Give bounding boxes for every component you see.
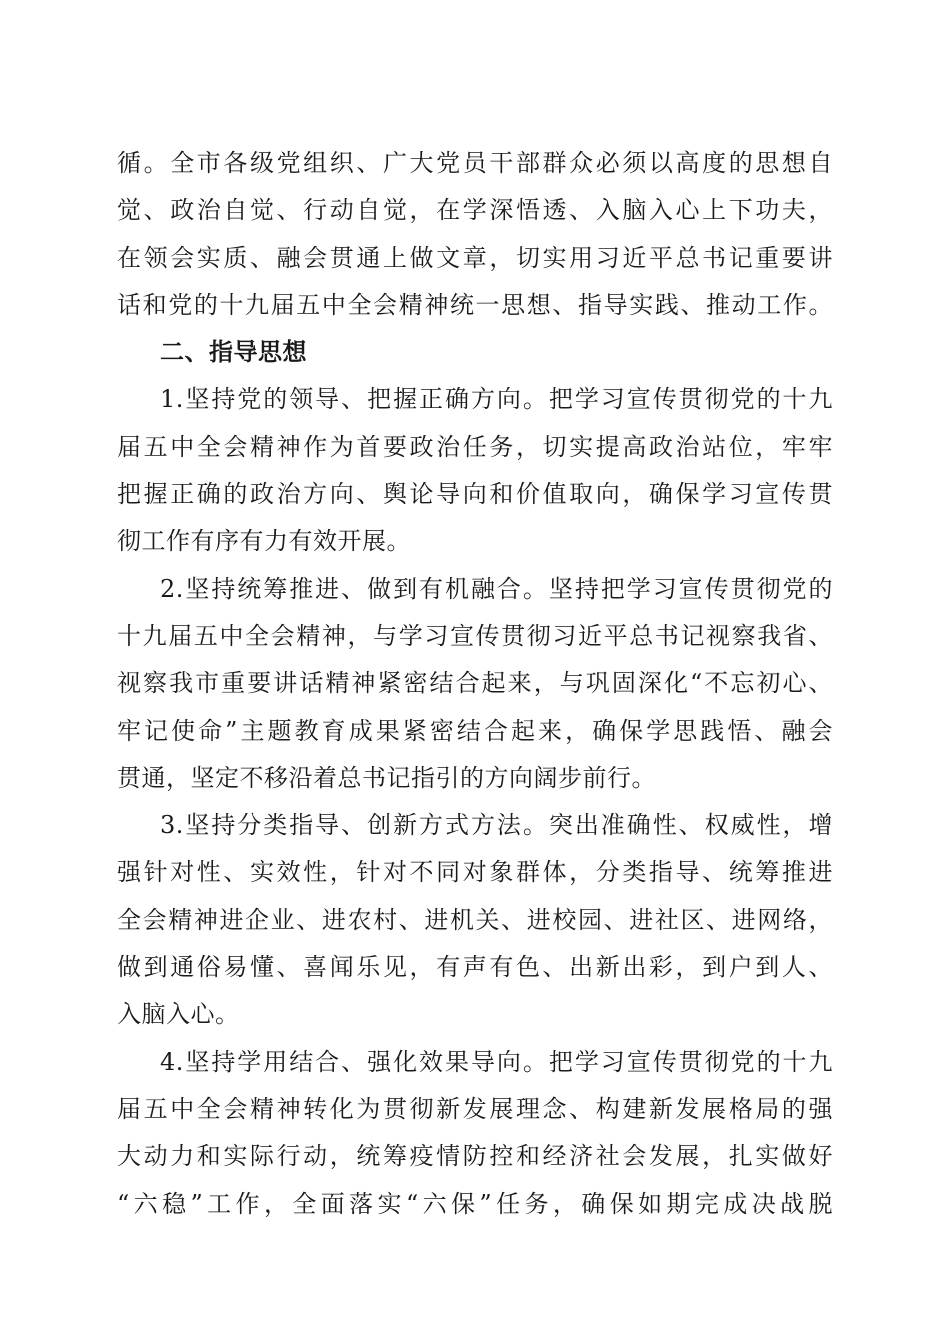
paragraph-first-line: 1.坚持党的领导、把握正确方向。把学习宣传贯彻党的十九 [160,385,833,414]
text-line: 大动力和实际行动，统筹疫情防控和经济社会发展，扎实做好 [117,1142,833,1171]
text-line: 届五中全会精神转化为贯彻新发展理念、构建新发展格局的强 [117,1094,833,1123]
section-heading: 二、指导思想 [160,338,307,367]
text-line: 把握正确的政治方向、舆论导向和价值取向，确保学习宣传贯 [117,480,833,509]
text-line: 做到通俗易懂、喜闻乐见，有声有色、出新出彩，到户到人、 [117,953,833,982]
text-line: 觉、政治自觉、行动自觉，在学深悟透、入脑入心上下功夫， [117,196,833,225]
paragraph-first-line: 4.坚持学用结合、强化效果导向。把学习宣传贯彻党的十九 [160,1047,833,1076]
text-line: 贯通，坚定不移沿着总书记指引的方向阔步前行。 [117,763,656,792]
text-line: 十九届五中全会精神，与学习宣传贯彻习近平总书记视察我省、 [117,621,833,650]
text-line: 牢记使命”主题教育成果紧密结合起来，确保学思践悟、融会 [117,716,833,745]
document-body [117,140,833,1228]
text-line: 强针对性、实效性，针对不同对象群体，分类指导、统筹推进 [117,858,833,887]
text-line: 入脑入心。 [117,1000,240,1029]
paragraph-first-line: 3.坚持分类指导、创新方式方法。突出准确性、权威性，增 [160,811,833,840]
text-line: 彻工作有序有力有效开展。 [117,527,411,556]
text-line: 话和党的十九届五中全会精神统一思想、指导实践、推动工作。 [117,290,833,319]
text-line: 视察我市重要讲话精神紧密结合起来，与巩固深化“不忘初心、 [117,669,833,698]
paragraph-first-line: 2.坚持统筹推进、做到有机融合。坚持把学习宣传贯彻党的 [160,574,833,603]
text-line: 全会精神进企业、进农村、进机关、进校园、进社区、进网络， [117,905,833,934]
text-line: “六稳”工作，全面落实“六保”任务，确保如期完成决战脱 [117,1189,833,1218]
text-line: 届五中全会精神作为首要政治任务，切实提高政治站位，牢牢 [117,432,833,461]
text-line: 在领会实质、融会贯通上做文章，切实用习近平总书记重要讲 [117,243,833,272]
text-line: 循。全市各级党组织、广大党员干部群众必须以高度的思想自 [117,149,833,177]
